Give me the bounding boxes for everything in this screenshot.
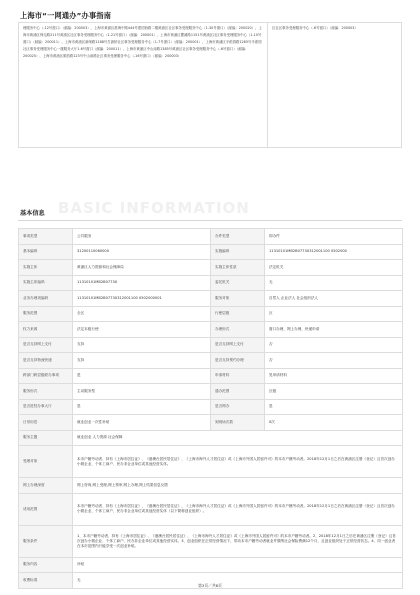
field-value: 主动服务型	[73, 384, 211, 400]
field-label: 办理形式	[211, 322, 265, 338]
field-label: 实施主体编码	[19, 275, 73, 291]
field-label: 实施主体性质	[211, 260, 265, 276]
field-label: 是否网办	[211, 399, 265, 415]
field-value: 公共服务	[73, 229, 211, 245]
info-row	[19, 275, 403, 291]
info-row	[19, 244, 403, 260]
info-row	[19, 493, 403, 525]
field-value: 无	[73, 573, 403, 589]
info-row	[19, 430, 403, 446]
basic-info-table	[18, 228, 403, 589]
field-label: 委托机关	[211, 275, 265, 291]
section-title: 基本信息	[20, 210, 45, 217]
field-value: 支持	[73, 337, 211, 353]
section-divider	[18, 220, 402, 221]
page-header-title: 上海市“一网通办”办事指南	[20, 11, 112, 20]
field-value: 补贴	[73, 557, 403, 573]
field-value: 法定本级行使	[73, 322, 211, 338]
field-value: 1、本市户籍劳动者、持有《上海市居住证》、《港澳台居民居住证》、《上海市海外人才居住证》或《上海市外国人居留许可》的本市户籍劳动者。2、2018年12月1日之后在黄浦区注册（登记）且首次创办小微企业、个体工商户、民办非企业单位或其他经营实体。3、创业组织在正常经营情况下，带动本市户籍劳动者就业并缴纳社会保险费满12个月，且创业组织处于正常经营状态。4、同一创业者在本市范围内只能享受一次创业补贴。	[73, 525, 403, 557]
field-value: 否	[265, 353, 403, 369]
field-label: 是否支持网上支付	[211, 337, 265, 353]
field-value: 是	[73, 399, 211, 415]
field-value: 区	[265, 306, 403, 322]
field-label: 基本编码	[19, 244, 73, 260]
field-label: 日常用语	[19, 415, 73, 431]
info-row	[19, 446, 403, 478]
field-value: 11310101MB2B0773X312001100 0502000	[265, 244, 403, 260]
info-row	[19, 260, 403, 276]
field-value: 是	[265, 399, 403, 415]
field-value: 网上咨询,网上受理,网上预审,网上办理,网上结果信息反馈	[73, 478, 403, 494]
field-label: 适用范围	[19, 493, 73, 525]
field-value: 本市户籍劳动者、持有《上海市居住证》、《港澳台居民居住证》、《上海市海外人才居住证》或《上海市外国人居留许可》的本市户籍劳动者。2018年12月1日之后在黄浦区注册（登记）且首次创办小微企业、个体工商户、民办非企业单位或其他经营实体。	[73, 446, 403, 478]
info-row	[19, 337, 403, 353]
address-continuation-table	[18, 22, 402, 148]
field-value: 11310101MB2B0773X	[73, 275, 211, 291]
field-value: 否	[265, 337, 403, 353]
info-row	[19, 384, 403, 400]
field-label: 服务条件	[19, 525, 73, 557]
field-label: 实施主体	[19, 260, 73, 276]
info-row	[19, 322, 403, 338]
field-label: 到现场次数	[211, 415, 265, 431]
field-value: 0次	[265, 415, 403, 431]
field-label: 服务形式	[19, 384, 73, 400]
field-label: 行使层级	[211, 306, 265, 322]
field-value: 窗口办理、网上办理、快递申请	[265, 322, 403, 338]
field-label: 通办范围	[211, 384, 265, 400]
field-value: 全区	[73, 306, 211, 322]
info-row	[19, 353, 403, 369]
field-label: 是否支持物流快递	[19, 353, 73, 369]
info-row	[19, 525, 403, 557]
field-label: 事项类型	[19, 229, 73, 245]
field-value: 31200110060000	[73, 244, 211, 260]
info-row	[19, 368, 403, 384]
field-value: 就业创业 人力资源 社会保障	[73, 430, 403, 446]
info-row	[19, 478, 403, 494]
field-value: 即办件	[265, 229, 403, 245]
field-label: 是否支持网上支付	[19, 337, 73, 353]
address-right-cell: 区社区事务受理服务中心（-6号窗口）（邮编：200003）	[268, 23, 402, 148]
info-row	[19, 229, 403, 245]
section-watermark: BASIC INFORMATION	[58, 199, 250, 217]
field-value: 11310101MB2B0773X312001100 0502000001	[73, 291, 211, 307]
field-value: 是	[73, 368, 211, 384]
field-value: 支持	[73, 353, 211, 369]
field-label: 办件类型	[211, 229, 265, 245]
field-label: 是否支持预约办理	[211, 353, 265, 369]
field-label: 受理对象	[19, 446, 73, 478]
field-value: 本市户籍劳动者、持有《上海市居住证》、《港澳台居民居住证》、《上海市海外人才居住证》或《上海市外国人居留许可》的本市户籍劳动者。2018年12月1日之后在黄浦区注册（登记）且首次创办小微企业、个体工商户、民办非企业单位或其他经营实体（以下简称创业组织）。	[73, 493, 403, 525]
field-label: 服务范围	[19, 306, 73, 322]
field-label: 申请材料	[211, 368, 265, 384]
field-label: 服务主题	[19, 430, 73, 446]
field-label: 权力来源	[19, 322, 73, 338]
field-label: 业务办理项编码	[19, 291, 73, 307]
field-value: 无	[265, 275, 403, 291]
field-label: 服务对象	[211, 291, 265, 307]
field-value: 自然人 企业法人 社会组织法人	[265, 291, 403, 307]
info-row	[19, 557, 403, 573]
field-value: 黄浦区人力资源和社会保障局	[73, 260, 211, 276]
info-row	[19, 306, 403, 322]
field-value: 就业创业一次性补贴	[73, 415, 211, 431]
field-label: 实施编码	[211, 244, 265, 260]
field-value: 区级	[265, 384, 403, 400]
field-label: 网上办理深度	[19, 478, 73, 494]
field-label: 是否进驻办事大厅	[19, 399, 73, 415]
page-number: 第3页／共8页	[198, 583, 222, 588]
info-row	[19, 415, 403, 431]
field-label: 收费标准	[19, 573, 73, 589]
info-row	[19, 399, 403, 415]
info-row	[19, 291, 403, 307]
field-label: 服务内容	[19, 557, 73, 573]
field-value: 见申请材料	[265, 368, 403, 384]
field-label: 跨部门跨层级联办事项	[19, 368, 73, 384]
field-value: 法定机关	[265, 260, 403, 276]
address-left-cell: 理服务中心（-12号窗口）（邮编：200003）、上海市黄浦区淮海中路444号建国西路二楼黄浦区社区事务受理服务中心（1-30号窗口）（邮编：200020）、上海市黄浦区保屯路211号黄浦区社区事务受理服务中心（1-21号窗口）（邮编：200001）、上海市黄浦区瞿溪路1151号黄浦区社区事务受理服务中心（1-10号窗口）（邮编：200011）、上海市黄浦区新闸路1188号打浦桥社区事务受理服务中心（1-7号窗口）（邮编：200001）、上海市黄浦区半淞园路1265号半淞园社区事务受理服务中心一楼服务大厅1-6号窗口（邮编：200011）、上海市黄浦区中山南路1385号黄浦区社区事务受理服务中心（-6号窗口）（邮编：200025）、上海市黄浦区顺昌路123号中山南路社区事务受理服务中心（-16号窗口）（邮编：200003）	[19, 23, 268, 148]
